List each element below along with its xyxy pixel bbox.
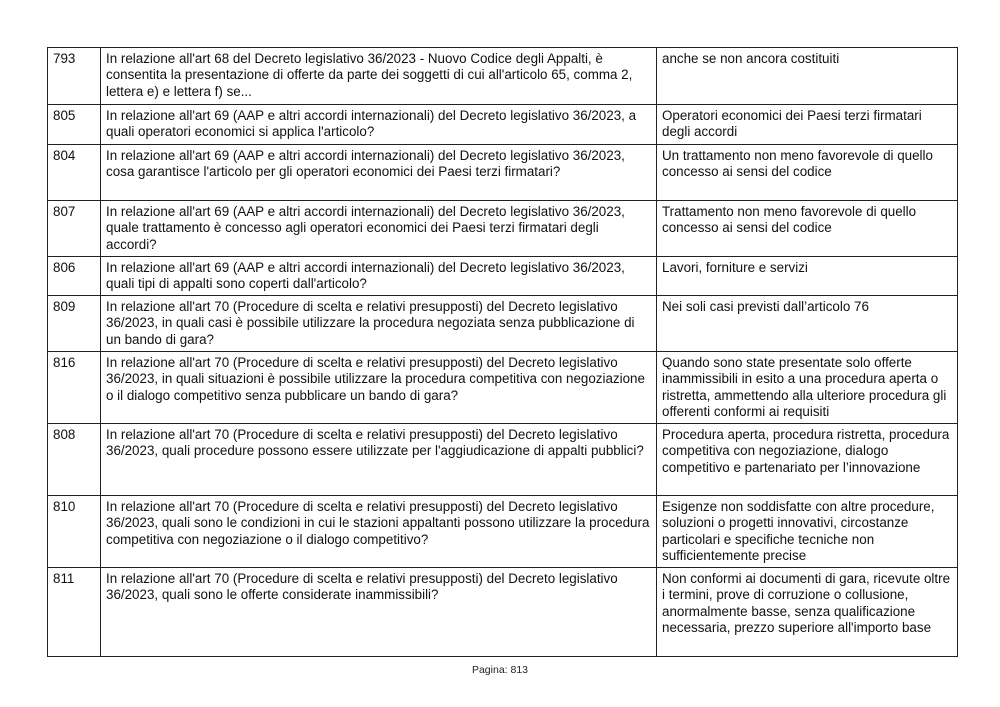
answer-text: Trattamento non meno favorevole di quello concesso ai sensi del codice <box>657 201 958 257</box>
question-text: In relazione all'art 69 (AAP e altri accordi internazionali) del Decreto legislativo 36/2023, cosa garantisce l'articolo per gli operatori economici dei Paesi terzi firmatari? <box>101 145 657 201</box>
answer-text: anche se non ancora costituiti <box>657 48 958 105</box>
question-text: In relazione all'art 68 del Decreto legislativo 36/2023 - Nuovo Codice degli Appalti, è consentita la presentazione di offerte da parte dei soggetti di cui all'articolo 65, comma 2, lettera e) e lettera f) se... <box>101 48 657 105</box>
question-number: 804 <box>48 145 101 201</box>
table-row <box>48 105 958 145</box>
question-text: In relazione all'art 70 (Procedure di scelta e relativi presupposti) del Decreto legislativo 36/2023, quali sono le condizioni in cui le stazioni appaltanti possono utilizzare la procedura competitiva con negoziazione o il dialogo competitivo? <box>101 496 657 568</box>
question-number: 808 <box>48 424 101 496</box>
question-number: 807 <box>48 201 101 257</box>
answer-text: Non conformi ai documenti di gara, ricevute oltre i termini, prove di corruzione o collusione, anormalmente basse, senza qualificazione necessaria, prezzo superiore all'importo base <box>657 568 958 657</box>
table-row <box>48 145 958 201</box>
question-text: In relazione all'art 70 (Procedure di scelta e relativi presupposti) del Decreto legislativo 36/2023, quali procedure possono essere utilizzate per l'aggiudicazione di appalti pubblici? <box>101 424 657 496</box>
question-number: 811 <box>48 568 101 657</box>
qa-table <box>47 47 958 657</box>
table-row <box>48 352 958 424</box>
table-row <box>48 48 958 105</box>
question-text: In relazione all'art 69 (AAP e altri accordi internazionali) del Decreto legislativo 36/2023, quali tipi di appalti sono coperti dall'articolo? <box>101 257 657 296</box>
answer-text: Quando sono state presentate solo offerte inammissibili in esito a una procedura aperta o ristretta, ammettendo alla ulteriore procedura gli offerenti conformi ai requisiti <box>657 352 958 424</box>
table-row <box>48 424 958 496</box>
question-number: 809 <box>48 296 101 352</box>
question-number: 806 <box>48 257 101 296</box>
answer-text: Procedura aperta, procedura ristretta, procedura competitiva con negoziazione, dialogo competitivo e partenariato per l’innovazione <box>657 424 958 496</box>
question-text: In relazione all'art 70 (Procedure di scelta e relativi presupposti) del Decreto legislativo 36/2023, in quali situazioni è possibile utilizzare la procedura competitiva con negoziazione o il dialogo competitivo senza pubblicare un bando di gara? <box>101 352 657 424</box>
question-text: In relazione all'art 69 (AAP e altri accordi internazionali) del Decreto legislativo 36/2023, a quali operatori economici si applica l'articolo? <box>101 105 657 145</box>
question-text: In relazione all'art 70 (Procedure di scelta e relativi presupposti) del Decreto legislativo 36/2023, quali sono le offerte considerate inammissibili? <box>101 568 657 657</box>
table-row <box>48 201 958 257</box>
question-number: 816 <box>48 352 101 424</box>
question-text: In relazione all'art 70 (Procedure di scelta e relativi presupposti) del Decreto legislativo 36/2023, in quali casi è possibile utilizzare la procedura negoziata senza pubblicazione di un bando di gara? <box>101 296 657 352</box>
page-number-footer: Pagina: 813 <box>471 664 529 676</box>
answer-text: Esigenze non soddisfatte con altre procedure, soluzioni o progetti innovativi, circostanze particolari e specifiche tecniche non sufficientemente precise <box>657 496 958 568</box>
answer-text: Operatori economici dei Paesi terzi firmatari degli accordi <box>657 105 958 145</box>
question-number: 810 <box>48 496 101 568</box>
question-number: 805 <box>48 105 101 145</box>
table-row <box>48 296 958 352</box>
table-row <box>48 496 958 568</box>
question-number: 793 <box>48 48 101 105</box>
question-text: In relazione all'art 69 (AAP e altri accordi internazionali) del Decreto legislativo 36/2023, quale trattamento è concesso agli operatori economici dei Paesi terzi firmatari degli accordi? <box>101 201 657 257</box>
table-row <box>48 257 958 296</box>
answer-text: Un trattamento non meno favorevole di quello concesso ai sensi del codice <box>657 145 958 201</box>
table-row <box>48 568 958 657</box>
answer-text: Nei soli casi previsti dall’articolo 76 <box>657 296 958 352</box>
answer-text: Lavori, forniture e servizi <box>657 257 958 296</box>
